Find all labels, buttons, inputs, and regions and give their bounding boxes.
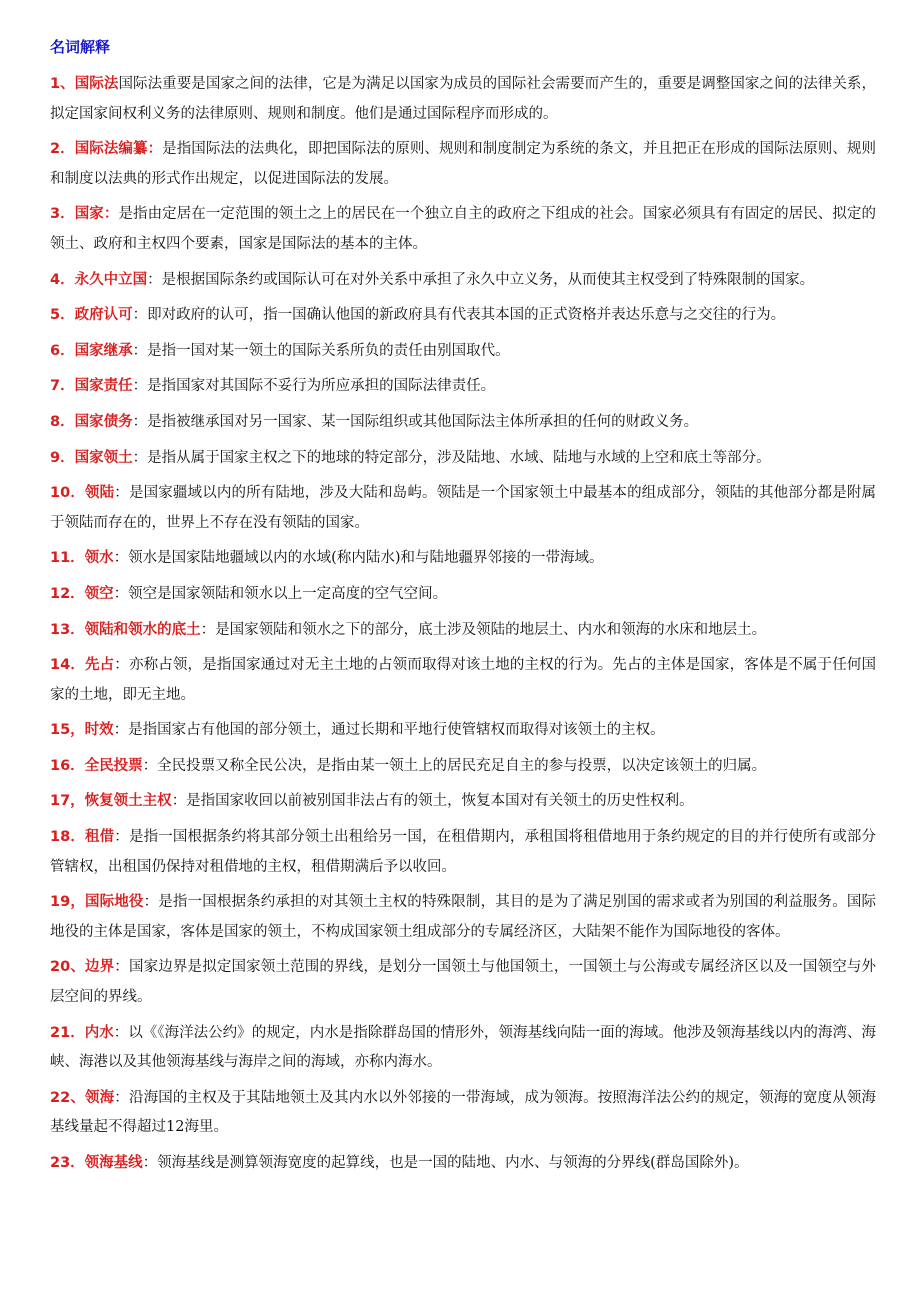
definition-entry (50, 1019, 876, 1078)
definition-entry (50, 651, 876, 710)
definition-term: 4．永久中立国 (50, 271, 148, 288)
definition-term: 15，时效 (50, 722, 114, 739)
definition-term: 23．领海基线 (50, 1155, 143, 1171)
definition-entry (50, 1149, 876, 1179)
definition-entry (50, 823, 876, 882)
definition-entry (50, 372, 876, 402)
definition-entry (50, 580, 876, 610)
definition-text: ：是指国家收回以前被别国非法占有的领土，恢复本国对有关领土的历史性权利。 (171, 793, 694, 810)
definition-text: ：领水是国家陆地疆域以内的水域(称内陆水)和与陆地疆界邻接的一带海域。 (113, 550, 604, 567)
definition-term: 11．领水 (50, 550, 114, 567)
definition-term: 6．国家继承 (50, 342, 133, 359)
definition-entry (50, 716, 876, 746)
definition-text: ：亦称占领，是指国家通过对无主土地的占领而取得对该土地的主权的行为。先占的主体是国家，客体是不属于任何国家的土地，即无主地。 (50, 657, 877, 703)
definition-text: ：是国家领陆和领水之下的部分，底土涉及领陆的地层土、内水和领海的水床和地层土。 (200, 621, 767, 638)
definition-term: 19，国际地役 (50, 894, 144, 911)
definition-list (50, 70, 876, 1179)
definition-text: ：沿海国的主权及于其陆地领土及其内水以外邻接的一带海域，成为领海。按照海洋法公约的规定，领海的宽度从领海基线量起不得超过12海里。 (50, 1089, 877, 1136)
definition-text: ：是指一国根据条约将其部分领土出租给另一国，在租借期内，承租国将租借地用于条约规定的目的并行使所有或部分管辖权，出租国仍保持对租借地的主权，租借期满后予以收回。 (50, 829, 877, 875)
definition-entry (50, 408, 876, 438)
definition-text: ：是指一国根据条约承担的对其领土主权的特殊限制，其目的是为了满足别国的需求或者为别国的利益服务。国际地役的主体是国家，客体是国家的领土，不构成国家领土组成部分的专属经济区，大陆架不能作为国际地役的客体。 (50, 894, 876, 940)
definition-text: ：以《《海洋法公约》的规定，内水是指除群岛国的情形外，领海基线向陆一面的海域。他涉及领海基线以内的海湾、海峡、海港以及其他领海基线与海岸之间的海域，亦称内海水。 (50, 1024, 876, 1071)
definition-entry (50, 200, 876, 259)
definition-term: 13．领陆和领水的底土 (50, 621, 201, 638)
definition-entry (50, 70, 876, 129)
definition-entry (50, 544, 876, 574)
definition-entry (50, 135, 876, 194)
definition-term: 5．政府认可 (50, 307, 133, 324)
definition-term: 3．国家： (50, 206, 119, 223)
definition-entry (50, 301, 876, 331)
definition-term: 17，恢复领土主权 (50, 793, 172, 810)
definition-text: ：国家边界是拟定国家领土范围的界线，是划分一国领土与他国领土，一国领土与公海或专属经济区以及一国领空与外层空间的界线。 (50, 959, 877, 1006)
definition-term: 1、国际法 (50, 76, 119, 92)
definition-term: 16．全民投票 (50, 757, 143, 774)
definition-term: 20、边界 (50, 959, 115, 976)
definition-entry (50, 953, 876, 1012)
definition-entry (50, 444, 876, 474)
definition-text: 是指由定居在一定范围的领土之上的居民在一个独立自主的政府之下组成的社会。国家必须具有有固定的居民、拟定的领土、政府和主权四个要素，国家是国际法的基本的主体。 (50, 206, 876, 252)
definition-term: 9．国家领土 (50, 449, 133, 466)
definition-text: ：是指国家对其国际不妥行为所应承担的国际法律责任。 (132, 378, 496, 395)
definition-term: 10．领陆 (50, 485, 115, 502)
definition-entry (50, 337, 876, 367)
definition-term: 7．国家责任 (50, 378, 133, 395)
definition-entry (50, 1084, 876, 1143)
definition-text: ：领海基线是测算领海宽度的起算线，也是一国的陆地、内水、与领海的分界线(群岛国除外)。 (142, 1155, 749, 1171)
definition-entry (50, 752, 876, 782)
definition-term: 18．租借 (50, 829, 115, 846)
definition-text: ：是根据国际条约或国际认可在对外关系中承担了永久中立义务，从而使其主权受到了特殊限制的国家。 (147, 271, 815, 288)
definition-term: 2．国际法编纂： (50, 141, 163, 158)
definition-text: ：即对政府的认可，指一国确认他国的新政府具有代表其本国的正式资格并表达乐意与之交往的行为。 (132, 307, 786, 324)
section-heading: 名词解释 (50, 38, 111, 56)
definition-text: ：是指国家占有他国的部分领土，通过长期和平地行使管辖权而取得对该领土的主权。 (113, 722, 665, 739)
definition-text: ：是指被继承国对另一国家、某一国际组织或其他国际法主体所承担的任何的财政义务。 (132, 413, 699, 430)
definition-entry (50, 787, 876, 817)
definition-text: ：是指一国对某一领土的国际关系所负的责任由别国取代。 (132, 342, 510, 359)
definition-text: ：是国家疆域以内的所有陆地，涉及大陆和岛屿。领陆是一个国家领土中最基本的组成部分，领陆的其他部分都是附属于领陆而存在的，世界上不存在没有领陆的国家。 (50, 485, 877, 531)
definition-term: 12．领空 (50, 585, 114, 602)
definition-term: 14．先占 (50, 657, 115, 674)
definition-text: 国际法重要是国家之间的法律，它是为满足以国家为成员的国际社会需要而产生的，重要是调整国家之间的法律关系，拟定国家间权利义务的法律原则、规则和制度。他们是通过国际程序而形成的。 (50, 76, 876, 122)
definition-entry (50, 616, 876, 646)
definition-entry (50, 888, 876, 947)
definition-term: 22、领海 (50, 1089, 115, 1106)
definition-text: 是指国际法的法典化，即把国际法的原则、规则和制度制定为系统的条文，并且把正在形成的国际法原则、规则和制度以法典的形式作出规定，以促进国际法的发展。 (50, 141, 876, 187)
definition-entry (50, 479, 876, 538)
document-page (50, 36, 876, 1185)
definition-term: 21．内水 (50, 1024, 114, 1041)
definition-text: ：是指从属于国家主权之下的地球的特定部分，涉及陆地、水域、陆地与水域的上空和底土等部分。 (132, 449, 771, 466)
definition-text: ：领空是国家领陆和领水以上一定高度的空气空间。 (113, 585, 448, 602)
definition-entry (50, 266, 876, 296)
definition-text: ：全民投票又称全民公决，是指由某一领土上的居民充足自主的参与投票，以决定该领土的归属。 (142, 757, 767, 774)
definition-term: 8．国家债务 (50, 413, 133, 430)
